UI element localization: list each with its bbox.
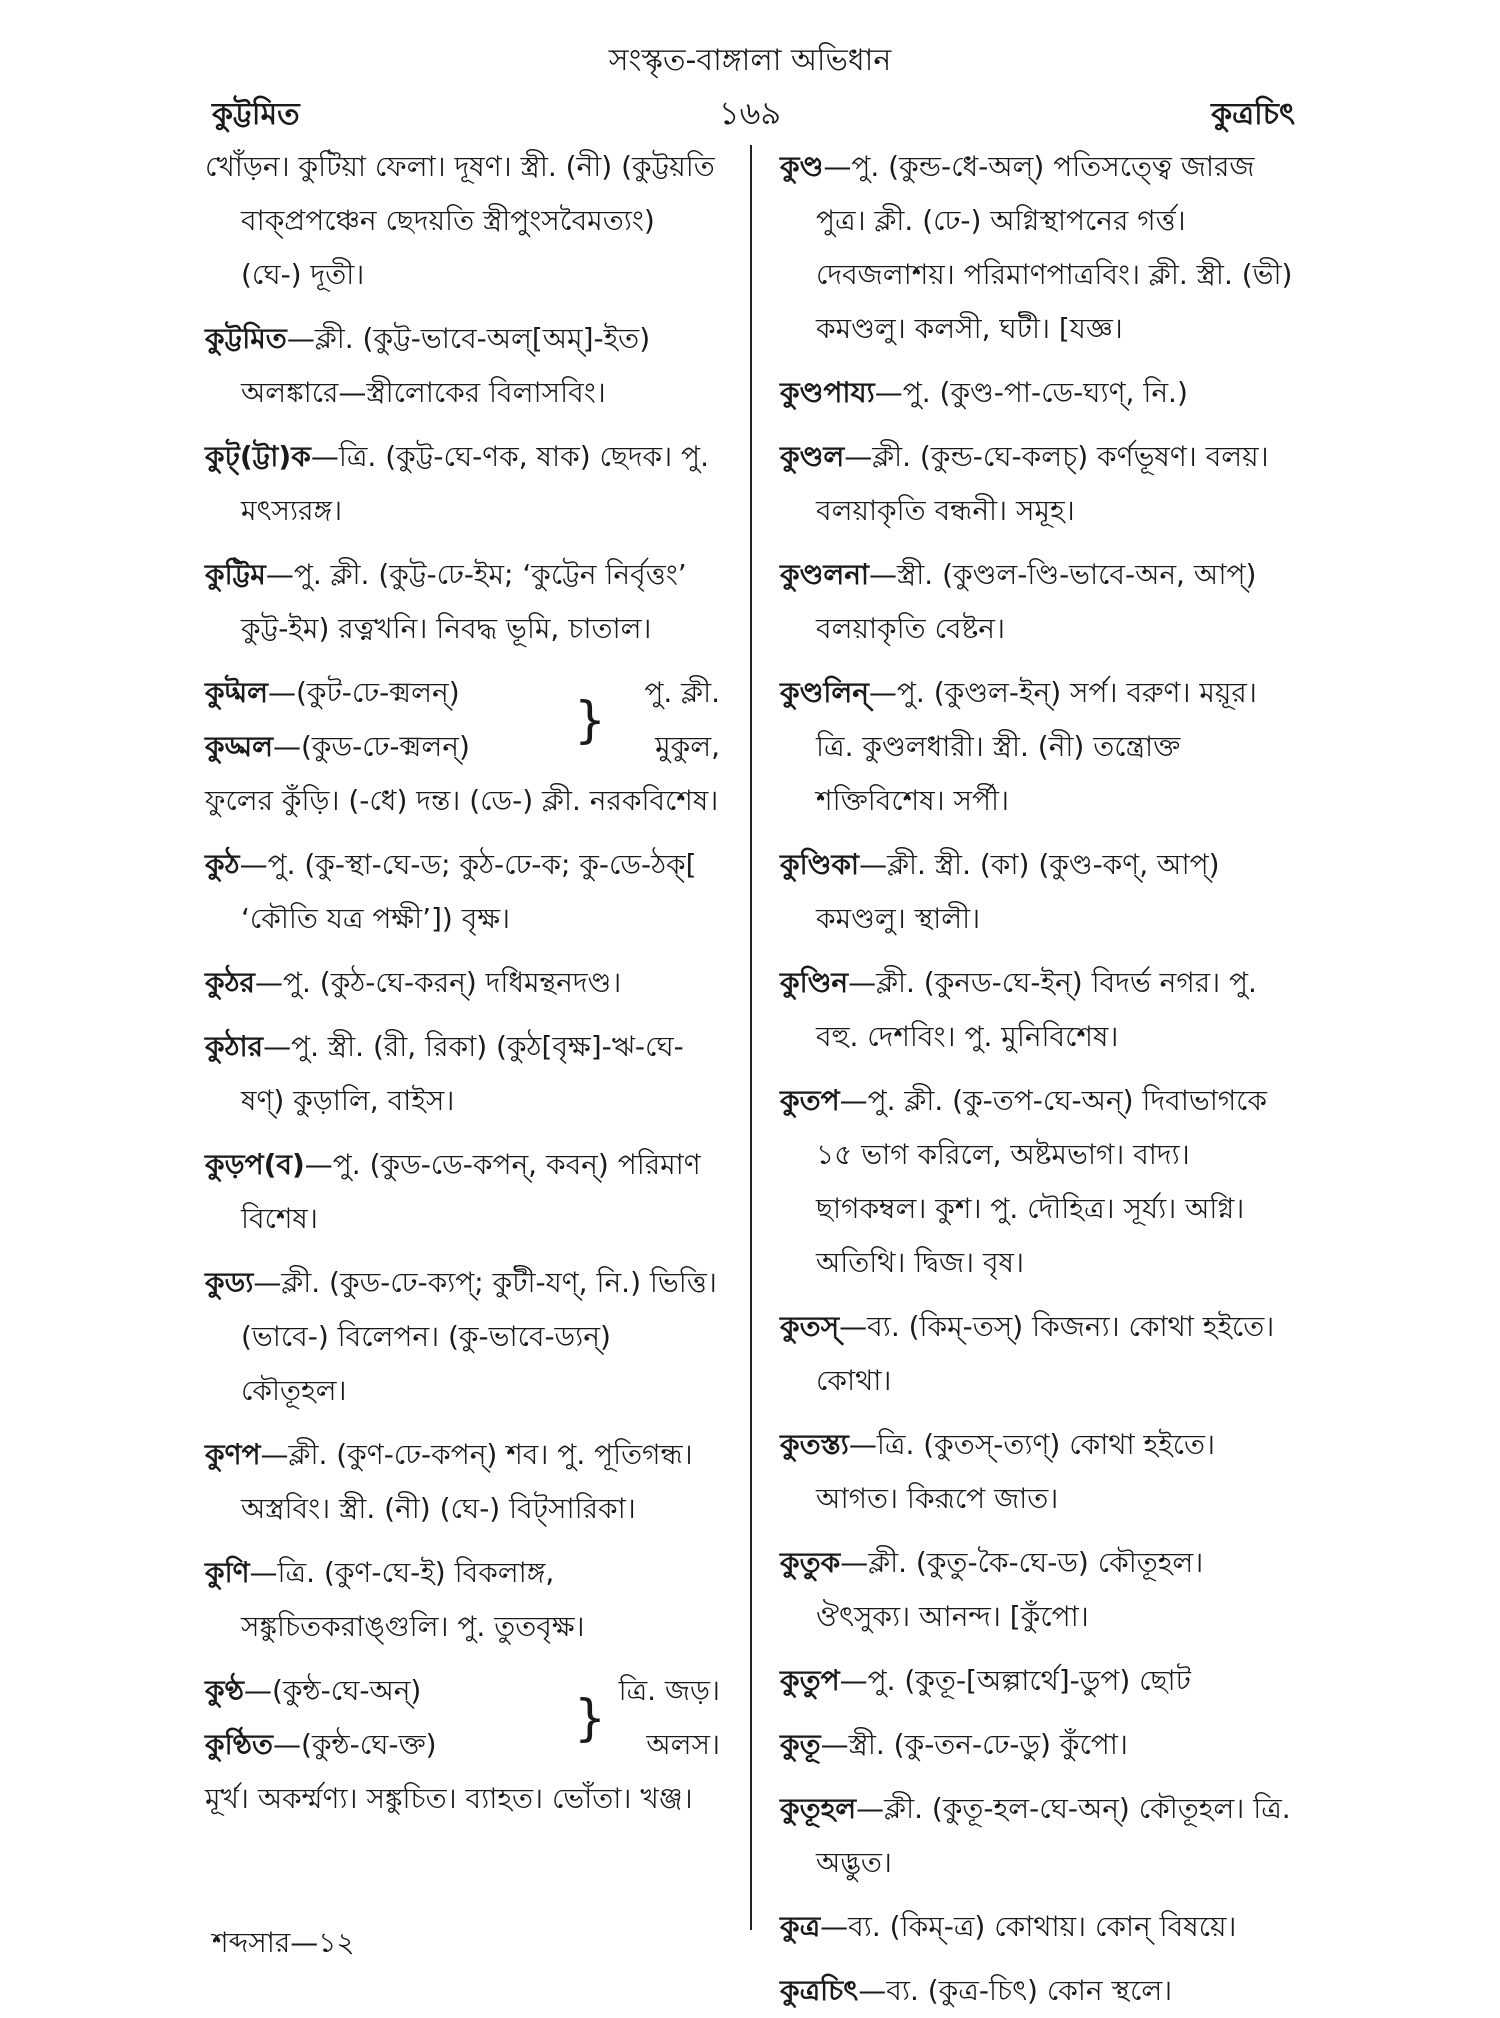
- entry: [780, 548, 1295, 656]
- entry-text: —পু. (কুতূ-[অল্পার্থে]-ডুপ) ছোট: [839, 1664, 1191, 1697]
- headword: কুড্মল: [205, 730, 273, 763]
- page-header-title: সংস্কৃত-বাঙ্গালা অভিধান: [608, 43, 892, 78]
- entry-text: —ত্রি. (কুতস্-ত্যণ্) কোথা হইতে। আগত। কিরূপে জাত।: [816, 1428, 1216, 1515]
- entry: [780, 1964, 1295, 2018]
- entry-text: —ক্লী. (কুণ-ঢে-কপন্) শব। পু. পূতিগন্ধ। অস্ত্রবিং। স্ত্রী. (নী) (ঘে-) বিট্সারিকা।: [241, 1438, 693, 1525]
- bracketed-entry-pair: [205, 666, 720, 774]
- headword: কুট্টমিত: [205, 322, 287, 355]
- headword: কুতূহল: [780, 1792, 857, 1825]
- right-guide-word: কুত্রচিৎ: [1211, 97, 1295, 132]
- headword: কুতস্ত্য: [780, 1428, 849, 1461]
- entry: [205, 1546, 720, 1654]
- headword: কুণ্ডলিন্: [780, 676, 869, 709]
- entry: [205, 956, 720, 1010]
- entry: [205, 1256, 720, 1418]
- headword: কুণ্ডলনা: [780, 558, 870, 591]
- entry: [780, 1718, 1295, 1772]
- entry-text: —(কুড-ঢে-ক্মলন্): [272, 730, 470, 763]
- entry-text: —পু. (কুড-ডে-কপন্, কবন্) পরিমাণ বিশেষ।: [241, 1148, 701, 1235]
- headword: কুণ্ডিকা: [780, 848, 860, 881]
- headword: কুণ্ডপায্য: [780, 376, 875, 409]
- headword: কুতুপ: [780, 1664, 840, 1697]
- entry-text: —ব্য. (কিম্-তস্) কিজন্য। কোথা হইতে। কোথা।: [816, 1310, 1275, 1397]
- shared-definition: মুকুল,: [655, 730, 720, 763]
- headword: কুড়প(ব): [205, 1148, 305, 1181]
- headword: কুত্রচিৎ: [780, 1974, 859, 2007]
- entry-text: —পু. (কু-স্থা-ঘে-ড; কুঠ-ঢে-ক; কু-ডে-ঠক্[ ‘কৌতি যত্র পক্ষী’]) বৃক্ষ।: [239, 848, 697, 935]
- brace-glyph: }: [574, 691, 606, 749]
- shared-definition: পু. ক্লী.: [644, 676, 720, 709]
- entry: [780, 666, 1295, 828]
- headword: কুত্র: [780, 1910, 821, 1943]
- page-number: ১৬৯: [718, 94, 782, 132]
- entry: [205, 720, 570, 774]
- headword: কুণি: [205, 1556, 250, 1589]
- entry: [205, 1138, 720, 1246]
- entry: [780, 1074, 1295, 1290]
- entry: [205, 1718, 570, 1772]
- entry: [205, 1664, 570, 1718]
- headword: কুট্(ট্টা)ক: [205, 440, 311, 473]
- headword: কুণ্ঠিত: [205, 1728, 274, 1761]
- entry: [205, 666, 570, 720]
- entry-continuation: [205, 774, 720, 828]
- entry-continuation: [205, 1772, 720, 1826]
- headword: কুণপ: [205, 1438, 261, 1471]
- entry: [205, 430, 720, 538]
- entry-continuation: [205, 140, 720, 302]
- entry: [780, 366, 1295, 420]
- headword: কুঠার: [205, 1030, 264, 1063]
- entry-text: —(কুট-ঢে-ক্মলন্): [268, 676, 460, 709]
- entry-text: —(কুন্ঠ-ঘে-অন্): [244, 1674, 422, 1707]
- entry-text: —(কুন্ঠ-ঘে-ক্ত): [273, 1728, 437, 1761]
- left-guide-word: কুট্টমিত: [212, 97, 300, 132]
- entry: [205, 312, 720, 420]
- headword: কুণ্ঠ: [205, 1674, 244, 1707]
- entry-text: —ব্য. (কুত্র-চিৎ) কোন স্থলে।: [858, 1974, 1173, 2007]
- entry: [780, 956, 1295, 1064]
- entry-text: —ক্লী. (কুট্ট-ভাবে-অল্[অম্]-ইত) অলঙ্কারে—স্ত্রীলোকের বিলাসবিং।: [241, 322, 651, 409]
- entry-text: —ক্লী. (কুড-ঢে-ক্যপ্; কুটী-যণ্, নি.) ভিত্তি। (ভাবে-) বিলেপন। (কু-ভাবে-ড্যন্) কৌতূহল।: [241, 1266, 717, 1407]
- entry: [205, 548, 720, 656]
- entry: [780, 838, 1295, 946]
- entry-text: —ক্লী. (কুনড-ঘে-ইন্) বিদর্ভ নগর। পু. বহু. দেশবিং। পু. মুনিবিশেষ।: [816, 966, 1257, 1053]
- entry-text: —পু. (কুন্ড-ধে-অল্) পতিসত্ত্বে জারজ পুত্র। ক্লী. (ঢে-) অগ্নিস্থাপনের গর্ত্ত। দেবজলাশয়। পরিমাণপাত্রবিং। ক্লী. স্ত্রী. (ভী) কমণ্ডলু। কলসী, ঘটী। [যজ্ঞ।: [816, 150, 1293, 345]
- entry-text: —পু. (কুঠ-ঘে-করন্) দধিমন্থনদণ্ড।: [254, 966, 622, 999]
- entry-text: —ক্লী. (কুতূ-হল-ঘে-অন্) কৌতূহল। ত্রি. অদ্ভুত।: [816, 1792, 1291, 1879]
- shared-definition: অলস।: [646, 1728, 720, 1761]
- entry-text: —পু. ক্লী. (কুট্ট-ঢে-ইম; ‘কুট্টেন নির্বৃত্তং’ কুট্ট-ইম) রত্নখনি। নিবদ্ধ ভূমি, চাতাল।: [241, 558, 687, 645]
- headword: কুড্য: [205, 1266, 254, 1299]
- entry-text: —ক্লী. স্ত্রী. (কা) (কুণ্ড-কণ্, আপ্) কমণ্ডলু। স্থালী।: [816, 848, 1220, 935]
- footer-signature: শব্দসার—১২: [212, 1926, 355, 1959]
- headword: কুতপ: [780, 1084, 840, 1117]
- entry-text: —পু. স্ত্রী. (রী, রিকা) (কুঠ[বৃক্ষ]-ঋ-ঘে-ষণ্) কুড়ালি, বাইস।: [241, 1030, 684, 1117]
- entry: [205, 838, 720, 946]
- entry: [780, 1654, 1295, 1708]
- headword: কুঠর: [205, 966, 255, 999]
- headword: কুট্মল: [205, 676, 268, 709]
- entry-text: —ক্লী. (কুতু-কৈ-ঘে-ড) কৌতূহল। ঔৎসুক্য। আনন্দ। [কুঁপো।: [816, 1546, 1204, 1633]
- entry-text: —ত্রি. (কুণ-ঘে-ই) বিকলাঙ্গ, সঙ্কুচিতকরাঙ্গুলি। পু. তুতবৃক্ষ।: [241, 1556, 585, 1643]
- entry-text: —ব্য. (কিম্-ত্র) কোথায়। কোন্ বিষয়ে।: [820, 1910, 1237, 1943]
- headword: কুণ্ডিন: [780, 966, 849, 999]
- entry-text: —ত্রি. (কুট্ট-ঘে-ণক, ষাক) ছেদক। পু. মৎস্যরঙ্গ।: [241, 440, 709, 527]
- entry: [780, 1418, 1295, 1526]
- entry: [205, 1428, 720, 1536]
- brace-glyph: }: [574, 1689, 606, 1747]
- right-column: [780, 140, 1295, 2007]
- headword: কুঠ: [205, 848, 240, 881]
- entry-text: —পু. (কুণ্ডল-ইন্) সর্প। বরুণ। ময়ূর। ত্রি. কুণ্ডলধারী। স্ত্রী. (নী) তন্ত্রোক্ত শক্তিবিশেষ। সর্পী।: [816, 676, 1257, 817]
- left-column: [205, 140, 720, 1910]
- bracketed-entry-pair: [205, 1664, 720, 1772]
- entry-text: —স্ত্রী. (কু-তন-ঢে-ডু) কুঁপো।: [820, 1728, 1128, 1761]
- headword: কুট্টিম: [205, 558, 266, 591]
- entry: [205, 1020, 720, 1128]
- entry-text: মূর্খ। অকর্ম্মণ্য। সঙ্কুচিত। ব্যাহত। ভোঁতা। খঞ্জ।: [205, 1782, 693, 1815]
- entry-text: খোঁড়ন। কুটিয়া ফেলা। দূষণ। স্ত্রী. (নী) (কুট্টয়তি বাক্প্রপঞ্চেন ছেদয়তি স্ত্রীপুংসবৈমত্যং) (ঘে-) দূতী।: [205, 150, 715, 291]
- headword: কুতূ: [780, 1728, 821, 1761]
- entry-text: —পু. (কুণ্ড-পা-ডে-ঘ্যণ্, নি.): [874, 376, 1188, 409]
- entry: [780, 1536, 1295, 1644]
- column-divider: [750, 145, 752, 1930]
- entry-text: ফুলের কুঁড়ি। (-ধে) দন্ত। (ডে-) ক্লী. নরকবিশেষ।: [205, 784, 719, 817]
- entry: [780, 1300, 1295, 1408]
- entry: [780, 430, 1295, 538]
- entry: [780, 1900, 1295, 1954]
- headword: কুণ্ড: [780, 150, 824, 183]
- entry: [780, 140, 1295, 356]
- entry-text: —পু. ক্লী. (কু-তপ-ঘে-অন্) দিবাভাগকে ১৫ ভাগ করিলে, অষ্টমভাগ। বাদ্য। ছাগকম্বল। কুশ। পু. দৌহিত্র। সূর্য্য। অগ্নি। অতিথি। দ্বিজ। বৃষ।: [816, 1084, 1268, 1279]
- headword: কুণ্ডল: [780, 440, 845, 473]
- headword: কুতুক: [780, 1546, 841, 1579]
- headword: কুতস্: [780, 1310, 840, 1343]
- entry-text: —স্ত্রী. (কুণ্ডল-ণ্ডি-ভাবে-অন, আপ্) বলয়াকৃতি বেষ্টন।: [816, 558, 1257, 645]
- entry-text: —ক্লী. (কুন্ড-ঘে-কলচ্) কর্ণভূষণ। বলয়। বলয়াকৃতি বন্ধনী। সমূহ।: [816, 440, 1269, 527]
- shared-definition: ত্রি. জড়।: [618, 1674, 720, 1707]
- entry: [780, 1782, 1295, 1890]
